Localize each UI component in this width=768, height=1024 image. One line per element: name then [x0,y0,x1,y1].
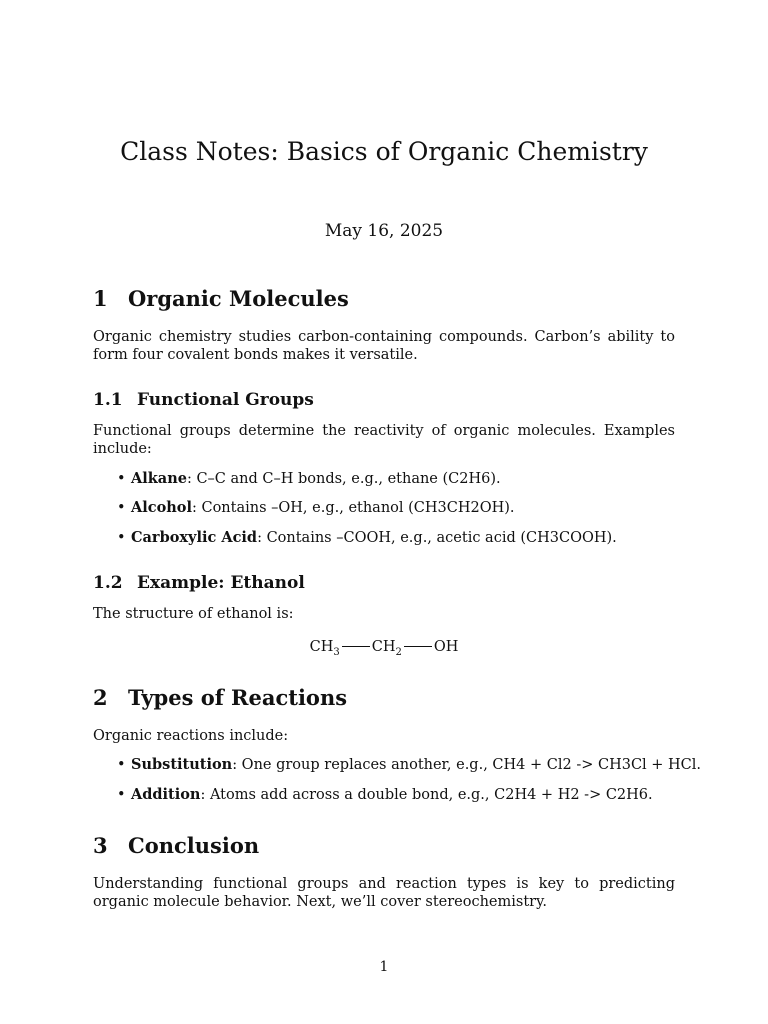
section-number: 3 [93,833,108,858]
section-paragraph: Organic reactions include: [93,728,289,744]
single-bond-line [404,646,432,647]
formula-group-ch3: $CH_3$ [309,639,340,658]
section-heading-types-of-reactions [93,684,347,712]
list-item-term: Carboxylic Acid [131,529,258,546]
list-item-desc: : Contains –OH, e.g., ethanol (CH3CH2OH). [191,500,515,516]
document-date: May 16, 2025 [324,221,444,241]
list-item-term: Alkane [131,470,187,487]
subsection-heading-example-ethanol [93,571,305,595]
bullet-icon: • [117,530,126,546]
section-heading-organic-molecules [93,285,349,313]
list-item-desc: : Atoms add across a double bond, e.g., C2H4 + H2 -> C2H6. [200,787,653,803]
formula-group-oh: OH [433,639,459,655]
section-number: 1 [93,286,108,311]
list-item-carboxylic-acid [117,529,677,547]
list-item-term: Addition [131,786,201,803]
list-item-term: Substitution [131,756,233,773]
subsection-paragraph: The structure of ethanol is: [93,606,294,622]
section-heading-conclusion [93,832,259,860]
document-title: Class Notes: Basics of Organic Chemistry [120,137,648,166]
section-number: 2 [93,685,108,710]
list-item-alcohol [117,499,677,517]
subsection-title: Functional Groups [137,390,314,410]
ethanol-structure-formula [0,637,768,663]
section-paragraph: Understanding functional groups and reaction types is key to predicting organic molecule behavior. Next, we’ll cover stereochemistry. [93,876,675,910]
page-number: 1 [379,959,389,975]
subsection-title: Example: Ethanol [137,573,305,593]
bullet-icon: • [117,500,126,516]
section-paragraph: Organic chemistry studies carbon-containing compounds. Carbon’s ability to form four covalent bonds makes it versatile. [93,329,675,363]
list-item-term: Alcohol [131,499,192,516]
list-item-substitution [117,756,702,774]
single-bond-line [342,646,370,647]
bullet-icon: • [117,471,126,487]
subsection-paragraph: Functional groups determine the reactivity of organic molecules. Examples include: [93,423,675,457]
bullet-icon: • [117,757,126,773]
section-title: Organic Molecules [128,286,349,311]
list-item-desc: : Contains –COOH, e.g., acetic acid (CH3COOH). [257,530,617,546]
formula-group-ch2: $CH_2$ [371,639,402,658]
subsection-number: 1.1 [93,390,123,410]
subsection-heading-functional-groups [93,388,314,412]
list-item-addition [117,786,677,804]
section-title: Types of Reactions [128,685,348,710]
list-item-desc: : C–C and C–H bonds, e.g., ethane (C2H6). [186,471,501,487]
list-item-desc: : One group replaces another, e.g., CH4 + Cl2 -> CH3Cl + HCl. [232,757,702,773]
subsection-number: 1.2 [93,573,123,593]
bullet-icon: • [117,787,126,803]
section-title: Conclusion [128,833,260,858]
list-item-alkane [117,470,677,488]
